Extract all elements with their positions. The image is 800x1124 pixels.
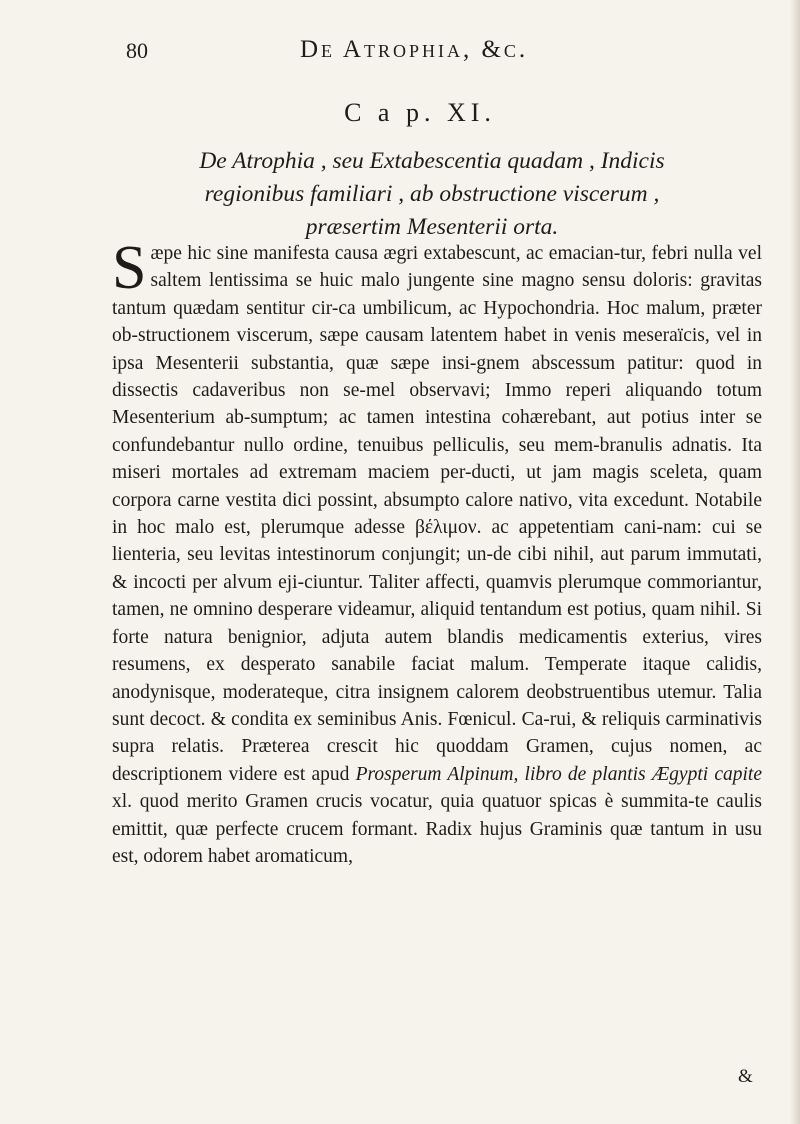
paragraph-tail: xl. quod merito Gramen crucis vocatur, quia quatuor spicas è summita-te caulis emittit, quæ perfecte crucem formant. Radix hujus Graminis quæ tantum in usu est, odorem habet aromaticum, <box>112 791 762 867</box>
page-number: 80 <box>126 38 148 63</box>
drop-cap: S <box>112 234 147 302</box>
running-head <box>0 36 800 76</box>
page-edge <box>790 0 800 1124</box>
chapter-subtitle <box>112 145 752 244</box>
subtitle-line: præsertim Mesenterii orta. <box>305 214 559 240</box>
chapter-heading: C a p. XI. <box>344 98 496 127</box>
body-text <box>112 234 763 870</box>
subtitle-line: regionibus familiari , ab obstructione viscerum , <box>204 181 660 207</box>
citation: Prosperum Alpinum, libro de plantis Ægypti capite <box>355 763 763 785</box>
running-title: De Atrophia, &c. <box>300 36 529 63</box>
paragraph-text: æpe hic sine manifesta causa ægri extabescunt, ac emacian-tur, febri nulla vel saltem lentissima se huic malo jungente sine magno sensu doloris: gravitas tantum quædam sentitur cir-ca umbilicum, ac Hypochondria. Hoc malum, præter ob-structionem viscerum, sæpe causam latentem habet in venis meseraïcis, vel in ipsa Mesenterii substantia, quæ sæpe insi-gnem abscessum patitur: quod in dissectis cadaveribus non se-mel observavi; Immo reperi aliquando totum Mesenterium ab-sumptum; ac tamen intestina cohærebant, aut potius inter se confundebantur nullo ordine, tenuibus pelliculis, seu mem-branulis adnatis. Ita miseri mortales ad extremam maciem per-ducti, ut jam magis sceleta, quam corpora carne vestita dici possint, absumpto calore nativo, vita excedunt. Notabile in hoc malo est, plerumque adesse βέλιμον. ac appetentiam cani-nam: cui se lienteria, seu levitas intestinorum conjungit; un-de cibi nihil, aut parum immutati, & incocti per alvum eji-ciuntur. Taliter affecti, quamvis plerumque commoriantur, tamen, ne omnino desperare videamur, aliquid tentandum est potius, quam nihil. Si forte natura benignior, adjuta autem blandis medicamentis exterius, vires resumens, ex desperato sanabile faciat malum. Temperate itaque calidis, anodynisque, moderateque, citra insignem calorem deobstruentibus utemur. Talia sunt decoct. & condita ex seminibus Anis. Fœnicul. Ca-rui, & reliquis carminativis supra relatis. Præterea crescit hic quoddam Gramen, cujus nomen, ac descriptionem videre est apud <box>112 243 762 785</box>
paragraph <box>112 234 763 870</box>
subtitle-line: De Atrophia , seu Extabescentia quadam , Indicis <box>199 148 665 174</box>
catchword: & <box>738 1066 753 1087</box>
